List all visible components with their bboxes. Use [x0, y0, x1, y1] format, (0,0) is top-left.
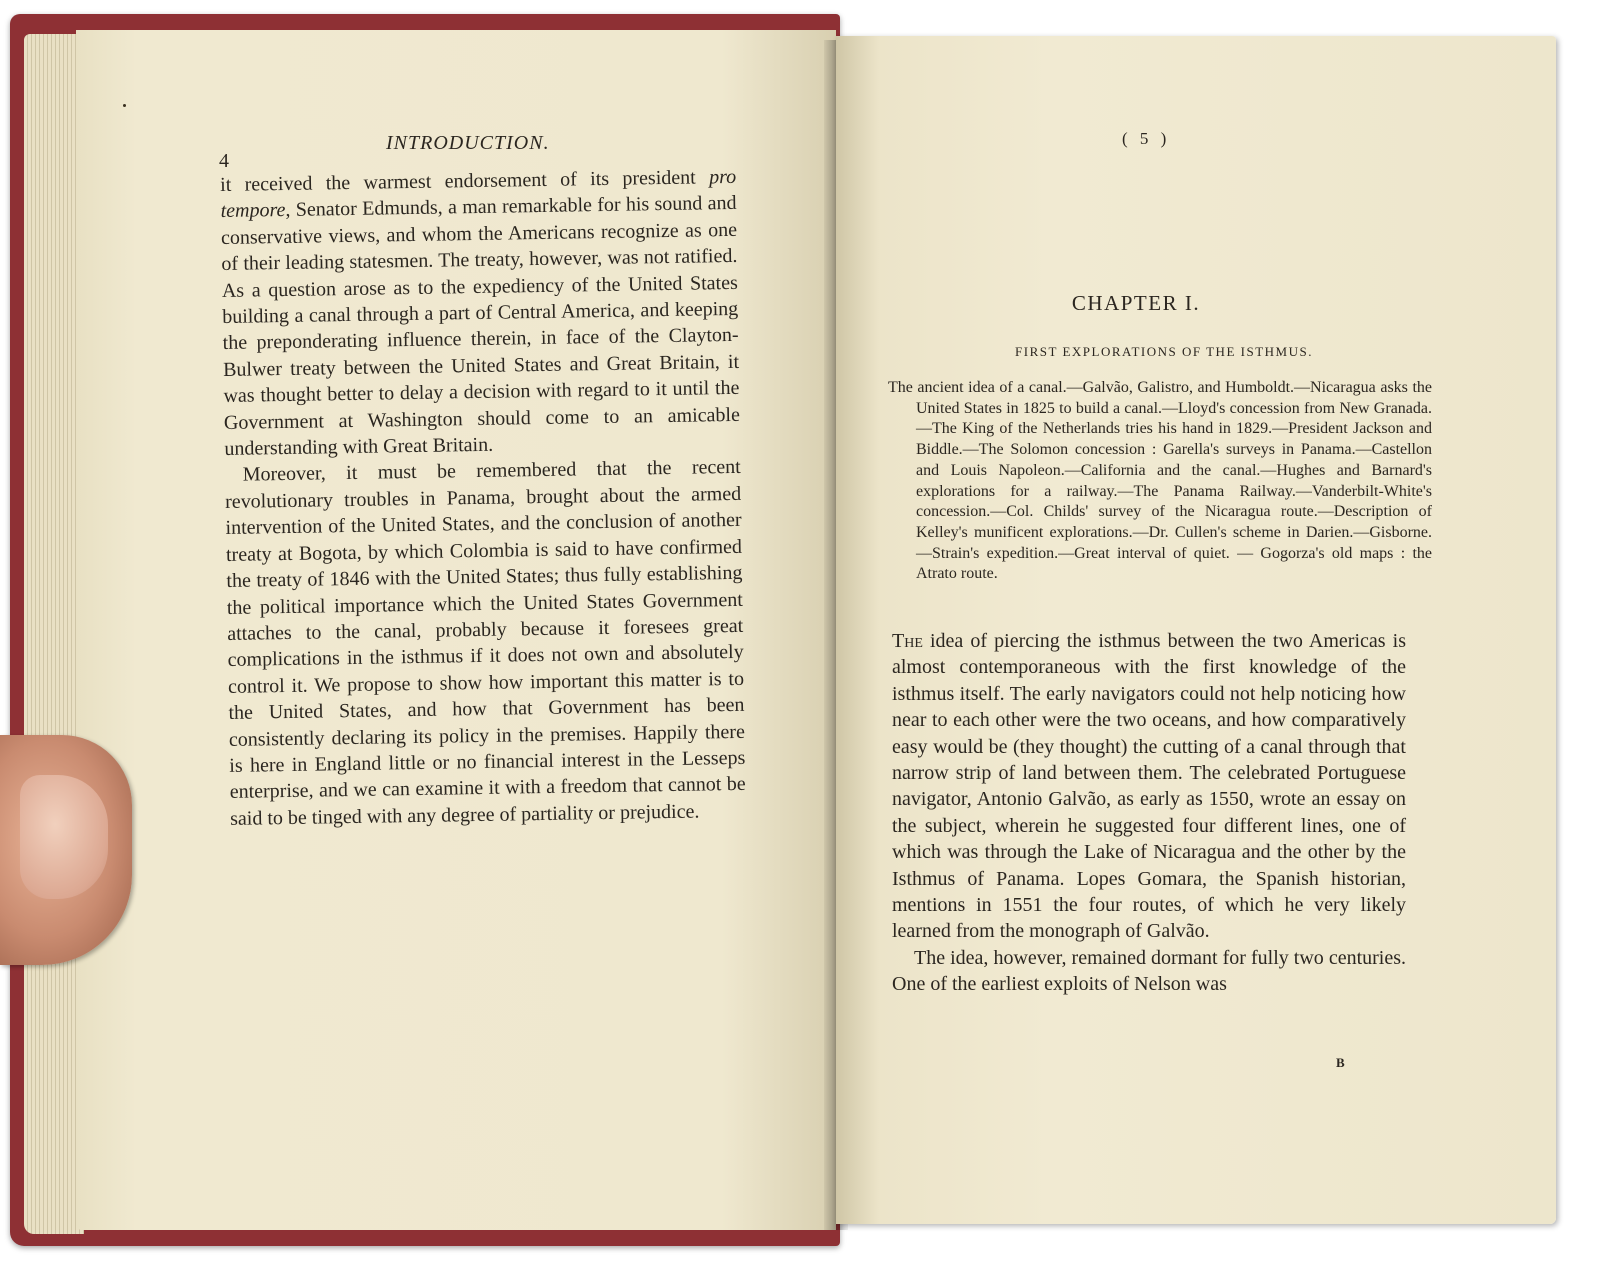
thumbnail — [20, 775, 108, 899]
right-page — [836, 36, 1556, 1224]
chapter-subtitle: FIRST EXPLORATIONS OF THE ISTHMUS. — [1015, 344, 1313, 359]
paragraph — [892, 628, 1406, 945]
signature-mark: B — [1336, 1055, 1345, 1070]
chapter-title: CHAPTER I. — [1071, 291, 1201, 315]
speck — [123, 104, 126, 107]
text-run: idea of piercing the isthmus between the two Americas is almost contemporaneous with the first knowledge of the isthmus itself. The early navigators could not help noticing how near to each other were the two oceans, and how comparatively easy would be (they thought) the cutting of a canal through that narrow strip of land between them. The celebrated Portuguese navigator, Antonio Galvão, as early as 1550, wrote an essay on the subject, wherein he suggested four different lines, one of which was through the Lake of Nicaragua and the other by the Isthmus of Panama. Lopes Gomara, the Spanish historian, mentions in 1551 the four routes, of which he very likely learned from the monograph of Galvão. — [892, 630, 1406, 943]
paragraph: The idea, however, remained dormant for fully two centuries. One of the earliest exploits of Nelson was — [892, 946, 1406, 996]
page-edges — [24, 34, 84, 1234]
page-number: 4 — [219, 150, 229, 172]
body-text — [220, 164, 746, 832]
paragraph: Moreover, it must be remembered that the recent revolutionary troubles in Panama, brought about the armed intervention of the United States, and the conclusion of another treaty at Bogota, by which Colombia is said to have confirmed the treaty of 1846 with the United States; thus fully establishing the political importance which the United States Government attaches to the canal, probably because it foresees great complications in the isthmus if it does not own and absolutely control it. We propose to show how important this matter is to the United States, and how that Government has been consistently declaring its policy in the premises. Happily there is here in England little or no financial interest in the Lesseps enterprise, and we can examine it with a freedom that cannot be said to be tinged with any degree of partiality or prejudice. — [225, 456, 746, 830]
body-text — [892, 628, 1406, 998]
paragraph — [220, 164, 740, 463]
text-run: it received the warmest endorsement of its president — [220, 166, 710, 196]
chapter-synopsis: The ancient idea of a canal.—Galvão, Galistro, and Humboldt.—Nicaragua asks the United States in 1825 to build a canal.—Lloyd's concession from New Granada.—The King of the Netherlands tries his hand in 1829.—President Jackson and Biddle.—The Solomon concession : Garella's surveys in Panama.—Castellon and Louis Napoleon.—California and the canal.—Hughes and Barnard's explorations for a railway.—The Panama Railway.—Vanderbilt-White's concession.—Col. Childs' survey of the Nicaragua route.—Description of Kelley's munificent explorations.—Dr. Cullen's scheme in Darien.—Gisborne.—Strain's expedition.—Great interval of quiet. — Gogorza's old maps : the Atrato route. — [888, 379, 1432, 583]
holding-thumb — [0, 735, 132, 965]
lead-word: The — [892, 630, 923, 652]
left-page — [76, 30, 836, 1230]
running-head: INTRODUCTION. — [386, 132, 550, 154]
italic-run: pro tempore — [220, 165, 737, 223]
text-run: , Senator Edmunds, a man remarkable for his sound and conservative views, and whom the Americans recognize as one of their leading statesmen. The treaty, however, was not ratified. As a question arose as to the expediency of the United States building a canal through a part of Central America, and keeping the preponderating influence therein, in face of the Clayton-Bulwer treaty between the United States and Great Britain, it was thought better to delay a decision with regard to it until the Government at Washington should come to an amicable understanding with Great Britain. — [220, 192, 741, 461]
page-number: ( 5 ) — [1122, 129, 1171, 148]
